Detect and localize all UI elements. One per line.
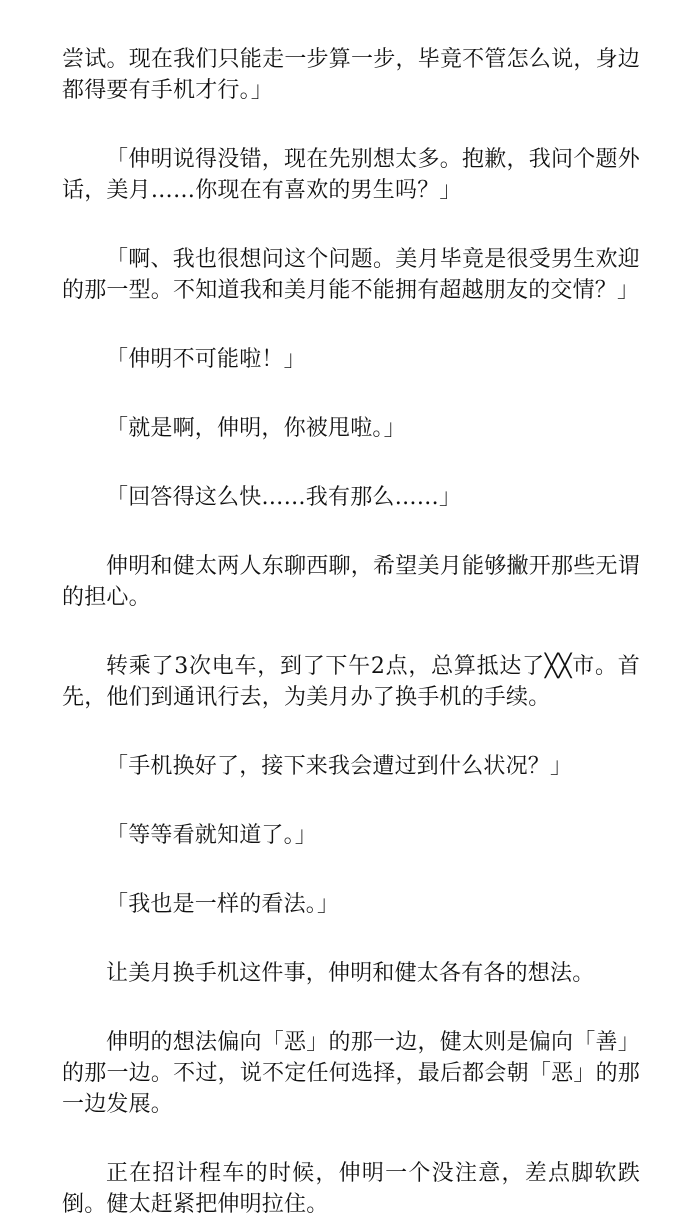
paragraph-1: 尝试。现在我们只能走一步算一步，毕竟不管怎么说，身边都得要有手机才行。」 [62, 47, 640, 103]
paragraph-7: 伸明和健太两人东聊西聊，希望美月能够撇开那些无谓的担心。 [62, 554, 640, 610]
paragraph-5: 「就是啊，伸明，你被甩啦。」 [106, 416, 406, 441]
paragraph-8: 转乘了3次电车，到了下午2点，总算抵达了╳╳市。首先，他们到通讯行去，为美月办了换手机的手续。 [62, 654, 640, 710]
paragraph-2: 「伸明说得没错，现在先别想太多。抱歉，我问个题外话，美月……你现在有喜欢的男生吗？」 [62, 147, 640, 203]
paragraph-6: 「回答得这么快……我有那么……」 [106, 485, 462, 510]
paragraph-10: 「等等看就知道了。」 [106, 823, 318, 848]
paragraph-14: 正在招计程车的时候，伸明一个没注意，差点脚软跌倒。健太赶紧把伸明拉住。 [62, 1161, 640, 1217]
paragraph-4: 「伸明不可能啦！」 [106, 347, 306, 372]
paragraph-3: 「啊、我也很想问这个问题。美月毕竟是很受男生欢迎的那一型。不知道我和美月能不能拥有超越朋友的交情？」 [62, 247, 640, 303]
paragraph-9: 「手机换好了，接下来我会遭过到什么状况？」 [106, 754, 573, 779]
document-page [62, 44, 640, 1220]
paragraph-12: 让美月换手机这件事，伸明和健太各有各的想法。 [106, 961, 595, 986]
paragraph-13: 伸明的想法偏向「恶」的那一边，健太则是偏向「善」的那一边。不过，说不定任何选择，最后都会朝「恶」的那一边发展。 [62, 1030, 640, 1117]
paragraph-11: 「我也是一样的看法。」 [106, 892, 340, 917]
